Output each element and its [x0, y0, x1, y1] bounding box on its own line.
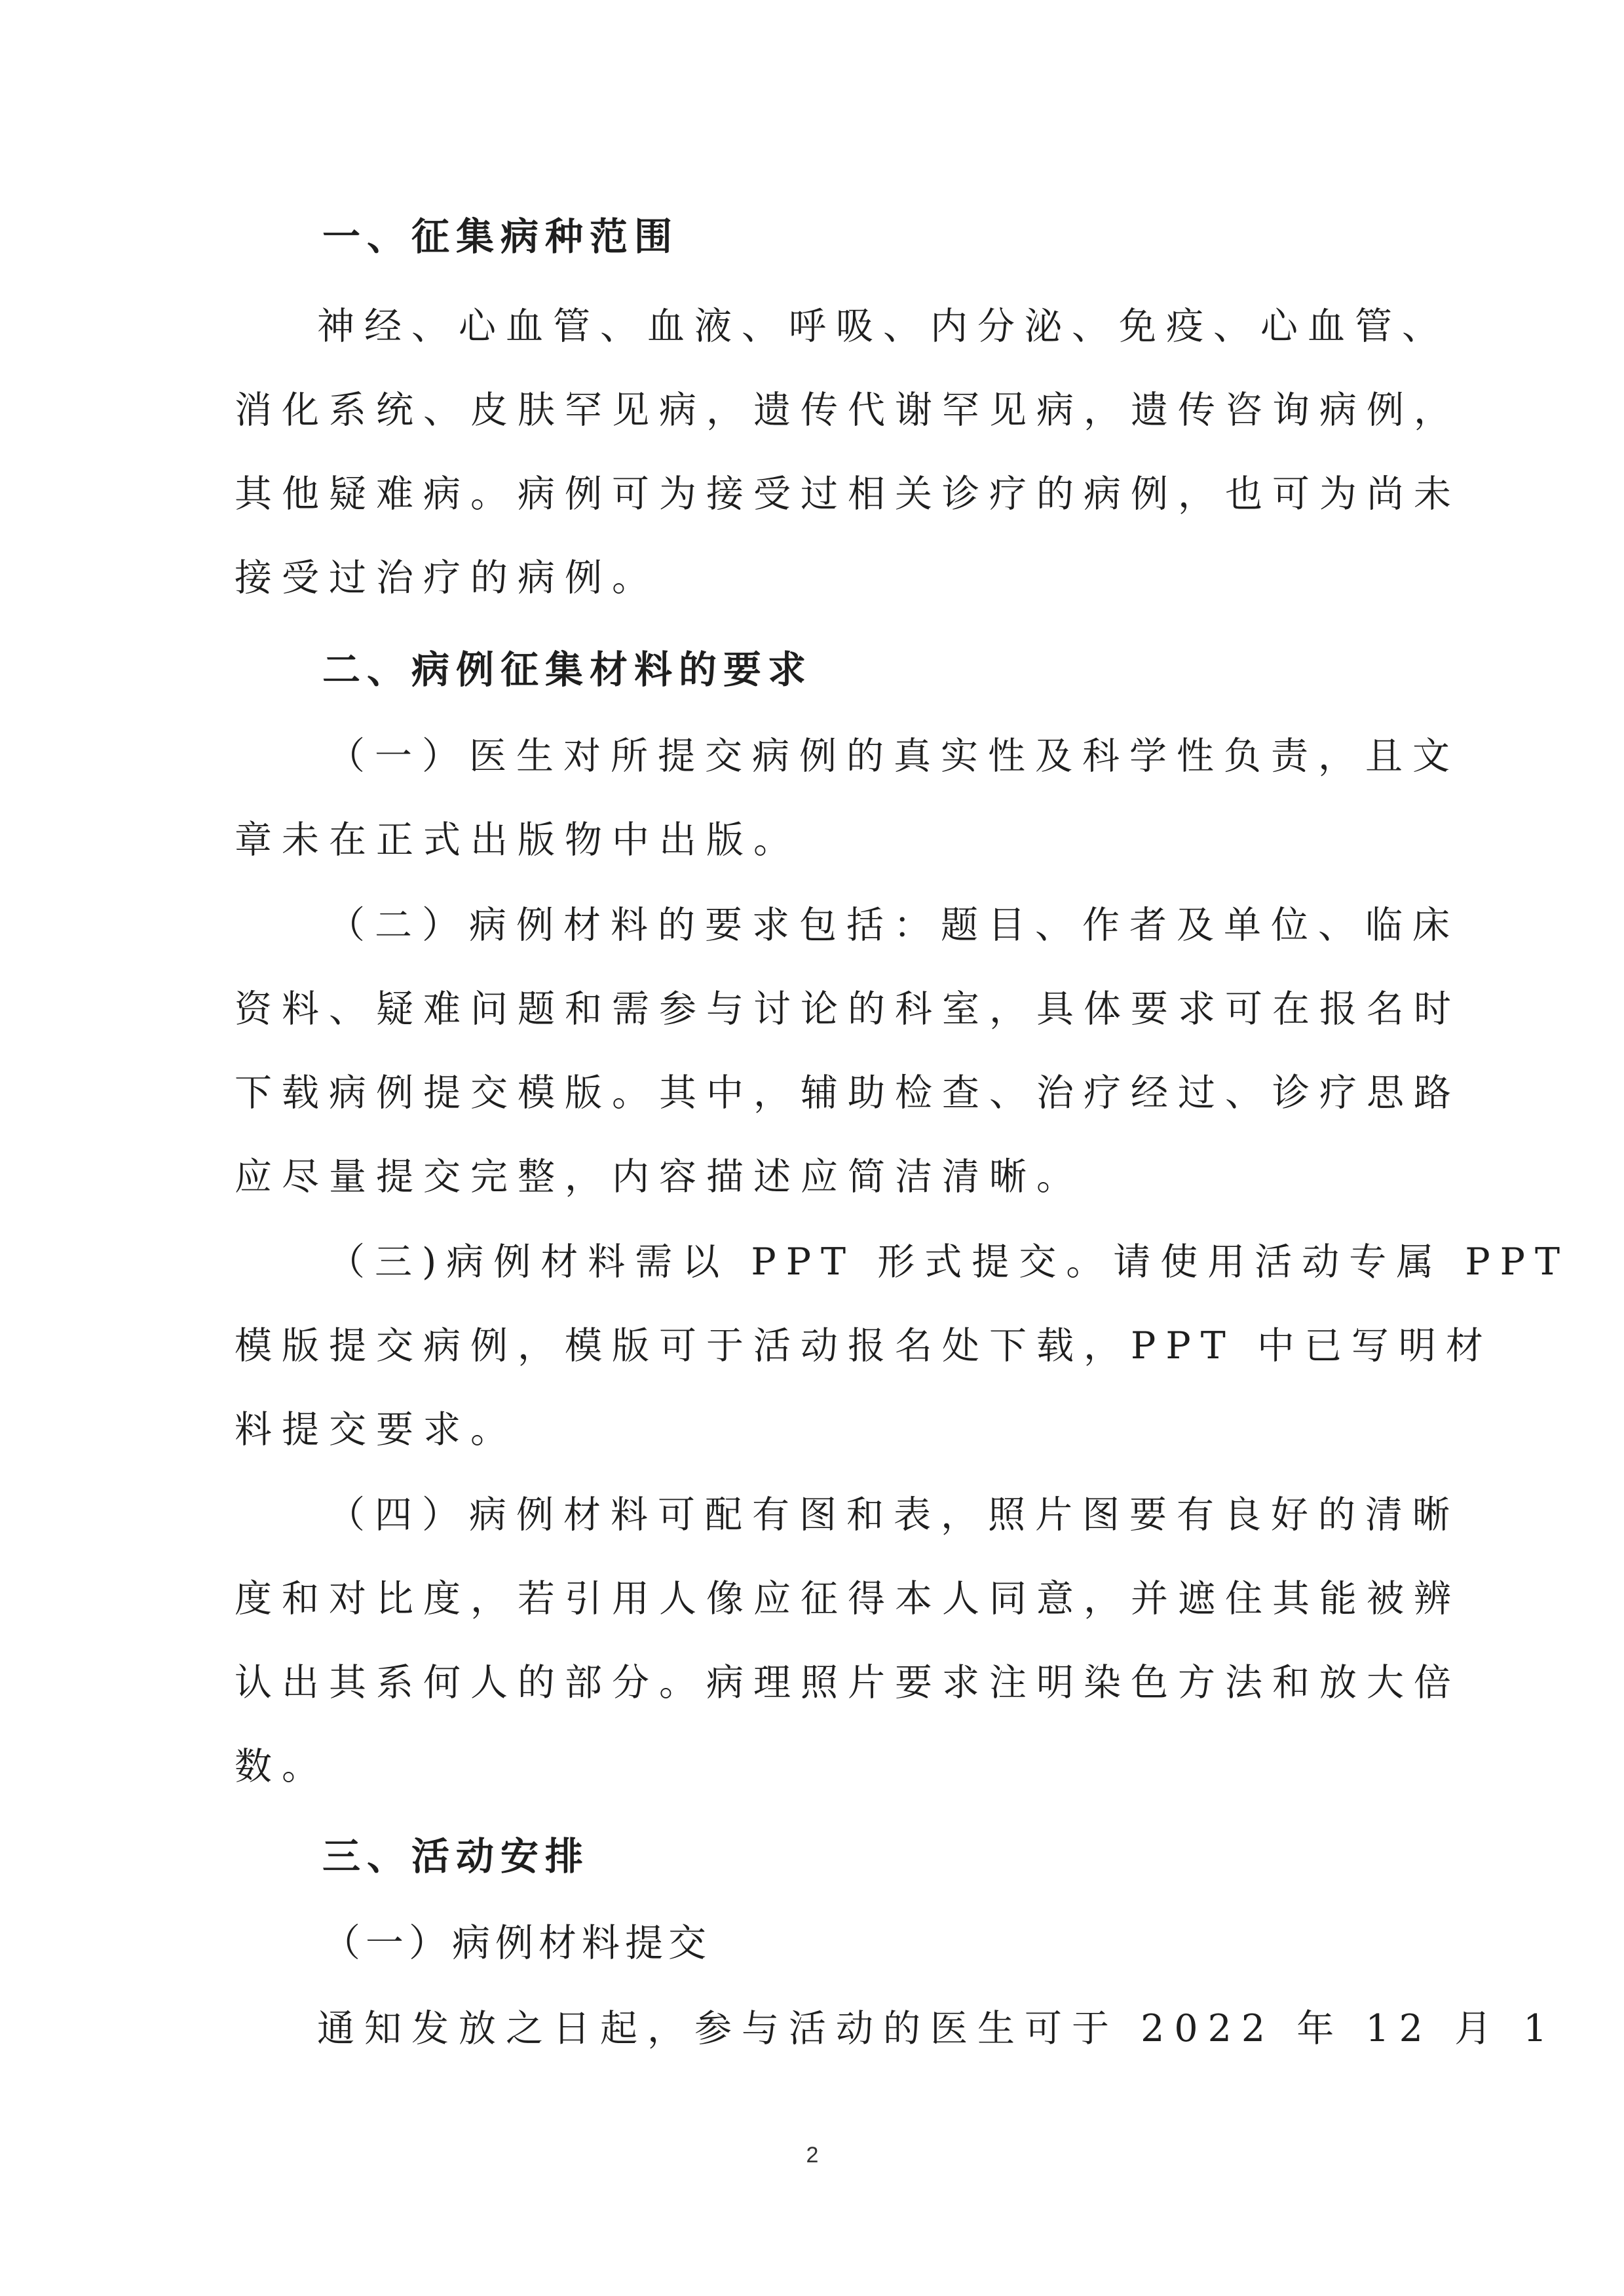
- section1-line-4: 接受过治疗的病例。: [235, 556, 659, 600]
- section3-subheading: （一）病例材料提交: [322, 1921, 712, 1965]
- section2-item4-line-3: 认出其系何人的部分。病理照片要求注明染色方法和放大倍: [235, 1661, 1461, 1704]
- section2-item2-line-1: （二）病例材料的要求包括：题目、作者及单位、临床: [328, 904, 1460, 947]
- page-number: 2: [806, 2143, 819, 2168]
- section2-item2-line-3: 下载病例提交模版。其中，辅助检查、治疗经过、诊疗思路: [235, 1071, 1461, 1115]
- section1-line-1: 神经、心血管、血液、呼吸、内分泌、免疫、心血管、: [317, 305, 1449, 348]
- section2-item3-line-2: 模版提交病例，模版可于活动报名处下载，PPT 中已写明材: [235, 1324, 1493, 1368]
- section2-item2-line-2: 资料、疑难问题和需参与讨论的科室，具体要求可在报名时: [235, 987, 1461, 1031]
- section-heading-1: 一、征集病种范围: [322, 214, 679, 259]
- section1-line-3: 其他疑难病。病例可为接受过相关诊疗的病例，也可为尚未: [235, 472, 1461, 516]
- section2-item4-line-4: 数。: [235, 1745, 329, 1788]
- section2-item4-line-1: （四）病例材料可配有图和表，照片图要有良好的清晰: [328, 1493, 1460, 1537]
- section2-item4-line-2: 度和对比度，若引用人像应征得本人同意，并遮住其能被辨: [235, 1577, 1461, 1620]
- section1-line-2: 消化系统、皮肤罕见病，遗传代谢罕见病，遗传咨询病例，: [235, 389, 1461, 432]
- section-heading-3: 三、活动安排: [322, 1834, 590, 1879]
- section-heading-2: 二、病例征集材料的要求: [322, 647, 813, 692]
- section2-item1-line-2: 章未在正式出版物中出版。: [235, 818, 801, 862]
- section2-item3-line-1: （三)病例材料需以 PPT 形式提交。请使用活动专属 PPT: [328, 1240, 1570, 1284]
- section2-item2-line-4: 应尽量提交完整，内容描述应简洁清晰。: [235, 1155, 1084, 1198]
- section2-item3-line-3: 料提交要求。: [235, 1408, 518, 1451]
- section3-line-1: 通知发放之日起，参与活动的医生可于 2022 年 12 月 1: [317, 2007, 1557, 2050]
- section2-item1-line-1: （一）医生对所提交病例的真实性及科学性负责，且文: [328, 735, 1460, 778]
